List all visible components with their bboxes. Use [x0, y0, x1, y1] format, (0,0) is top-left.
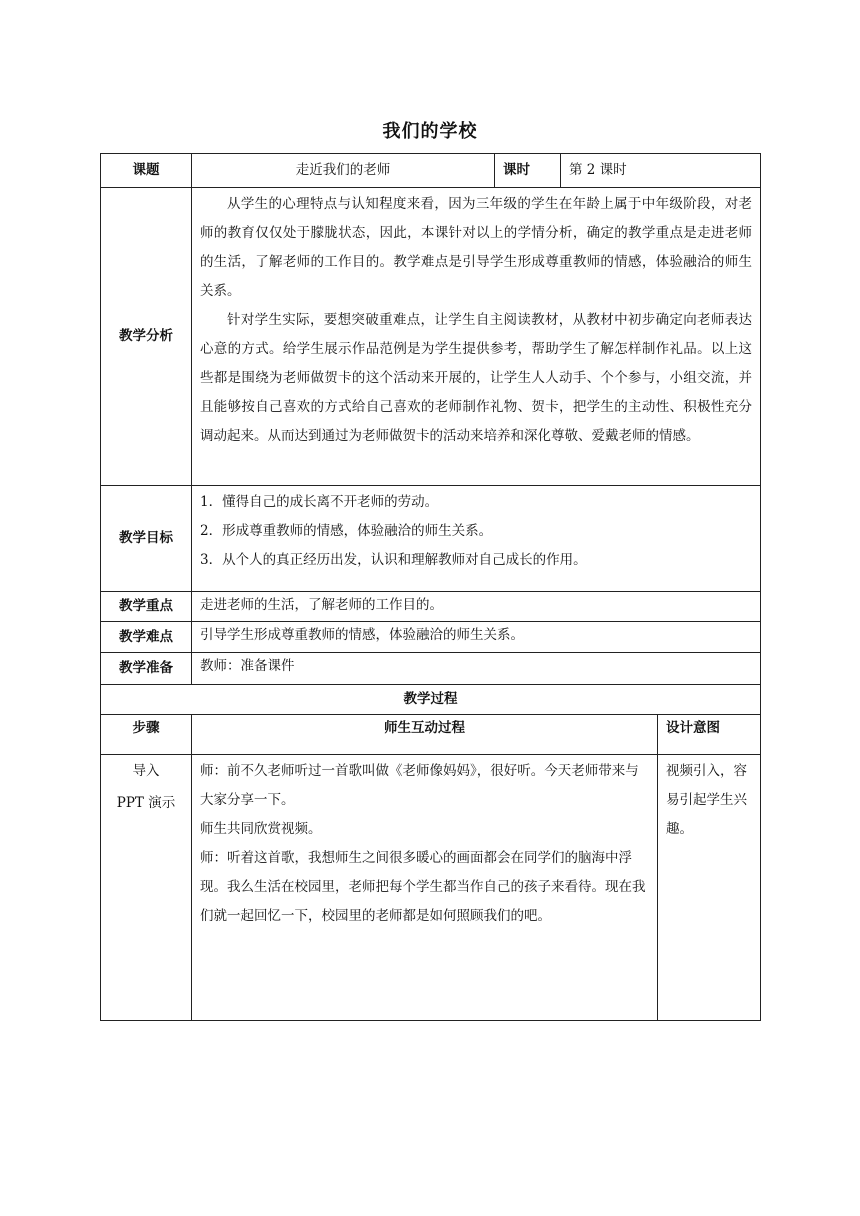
goal-item: 2．形成尊重教师的情感，体验融洽的师生关系。	[200, 523, 493, 539]
analysis-paragraph: 针对学生实际，要想突破重难点，让学生自主阅读教材，从教材中初步确定向老师表达心意的方式。给学生展示作品范例是为学生提供参考，帮助学生了解怎样制作礼品。以上这些都是围绕为老师做贺卡的这个活动来开展的，让学生人人动手、个个参与，小组交流，并且能够按自己喜欢的方式给自己喜欢的老师制作礼物、贺卡，把学生的主动性、积极性充分调动起来。从而达到通过为老师做贺卡的活动来培养和深化尊敬、爱戴老师的情感。	[200, 312, 753, 444]
process-heading-row	[101, 685, 761, 715]
header-row	[101, 154, 761, 188]
key-point-row	[101, 592, 761, 622]
preparation-value: 教师：准备课件	[192, 653, 761, 685]
analysis-content	[192, 188, 761, 486]
period-value: 第 2 课时	[561, 154, 761, 188]
interaction-line: 师：前不久老师听过一首歌叫做《老师像妈妈》，很好听。今天老师带来与大家分享一下。	[200, 763, 639, 808]
difficulty-value: 引导学生形成尊重教师的情感，体验融洽的师生关系。	[192, 622, 761, 653]
step-line: PPT 演示	[116, 795, 176, 811]
document-title: 我们的学校	[382, 121, 478, 142]
process-heading: 教学过程	[101, 685, 761, 715]
process-column-header-row	[101, 715, 761, 755]
goal-item: 1．懂得自己的成长离不开老师的劳动。	[200, 494, 439, 510]
process-row	[101, 755, 761, 1021]
col-interaction: 师生互动过程	[192, 715, 658, 755]
step-line: 导入	[132, 763, 160, 779]
topic-value: 走近我们的老师	[192, 154, 495, 188]
key-point-label: 教学重点	[101, 592, 192, 622]
col-step: 步骤	[101, 715, 192, 755]
preparation-row	[101, 653, 761, 685]
interaction-line: 师生共同欣赏视频。	[200, 821, 322, 837]
preparation-label: 教学准备	[101, 653, 192, 685]
period-label: 课时	[495, 154, 561, 188]
goals-row	[101, 486, 761, 592]
lesson-plan-table	[100, 153, 761, 1021]
goal-item: 3．从个人的真正经历出发，认识和理解教师对自己成长的作用。	[200, 552, 587, 568]
analysis-paragraph: 从学生的心理特点与认知程度来看，因为三年级的学生在年龄上属于中年级阶段，对老师的教育仅仅处于朦胧状态，因此，本课针对以上的学情分析，确定的教学重点是走进老师的生活，了解老师的工作目的。教学难点是引导学生形成尊重教师的情感，体验融洽的师生关系。	[200, 196, 753, 299]
col-intent: 设计意图	[658, 715, 761, 755]
analysis-row	[101, 188, 761, 486]
analysis-label: 教学分析	[101, 188, 192, 486]
goals-content	[192, 486, 761, 592]
goals-label: 教学目标	[101, 486, 192, 592]
difficulty-label: 教学难点	[101, 622, 192, 653]
interaction-line: 师：听着这首歌，我想师生之间很多暖心的画面都会在同学们的脑海中浮现。我么生活在校园里，老师把每个学生都当作自己的孩子来看待。现在我们就一起回忆一下，校园里的老师都是如何照顾我们的吧。	[200, 850, 646, 924]
intent-cell: 视频引入，容易引起学生兴趣。	[658, 755, 761, 1021]
interaction-cell	[192, 755, 658, 1021]
key-point-value: 走进老师的生活，了解老师的工作目的。	[192, 592, 761, 622]
difficulty-row	[101, 622, 761, 653]
step-cell	[101, 755, 192, 1021]
topic-label: 课题	[101, 154, 192, 188]
